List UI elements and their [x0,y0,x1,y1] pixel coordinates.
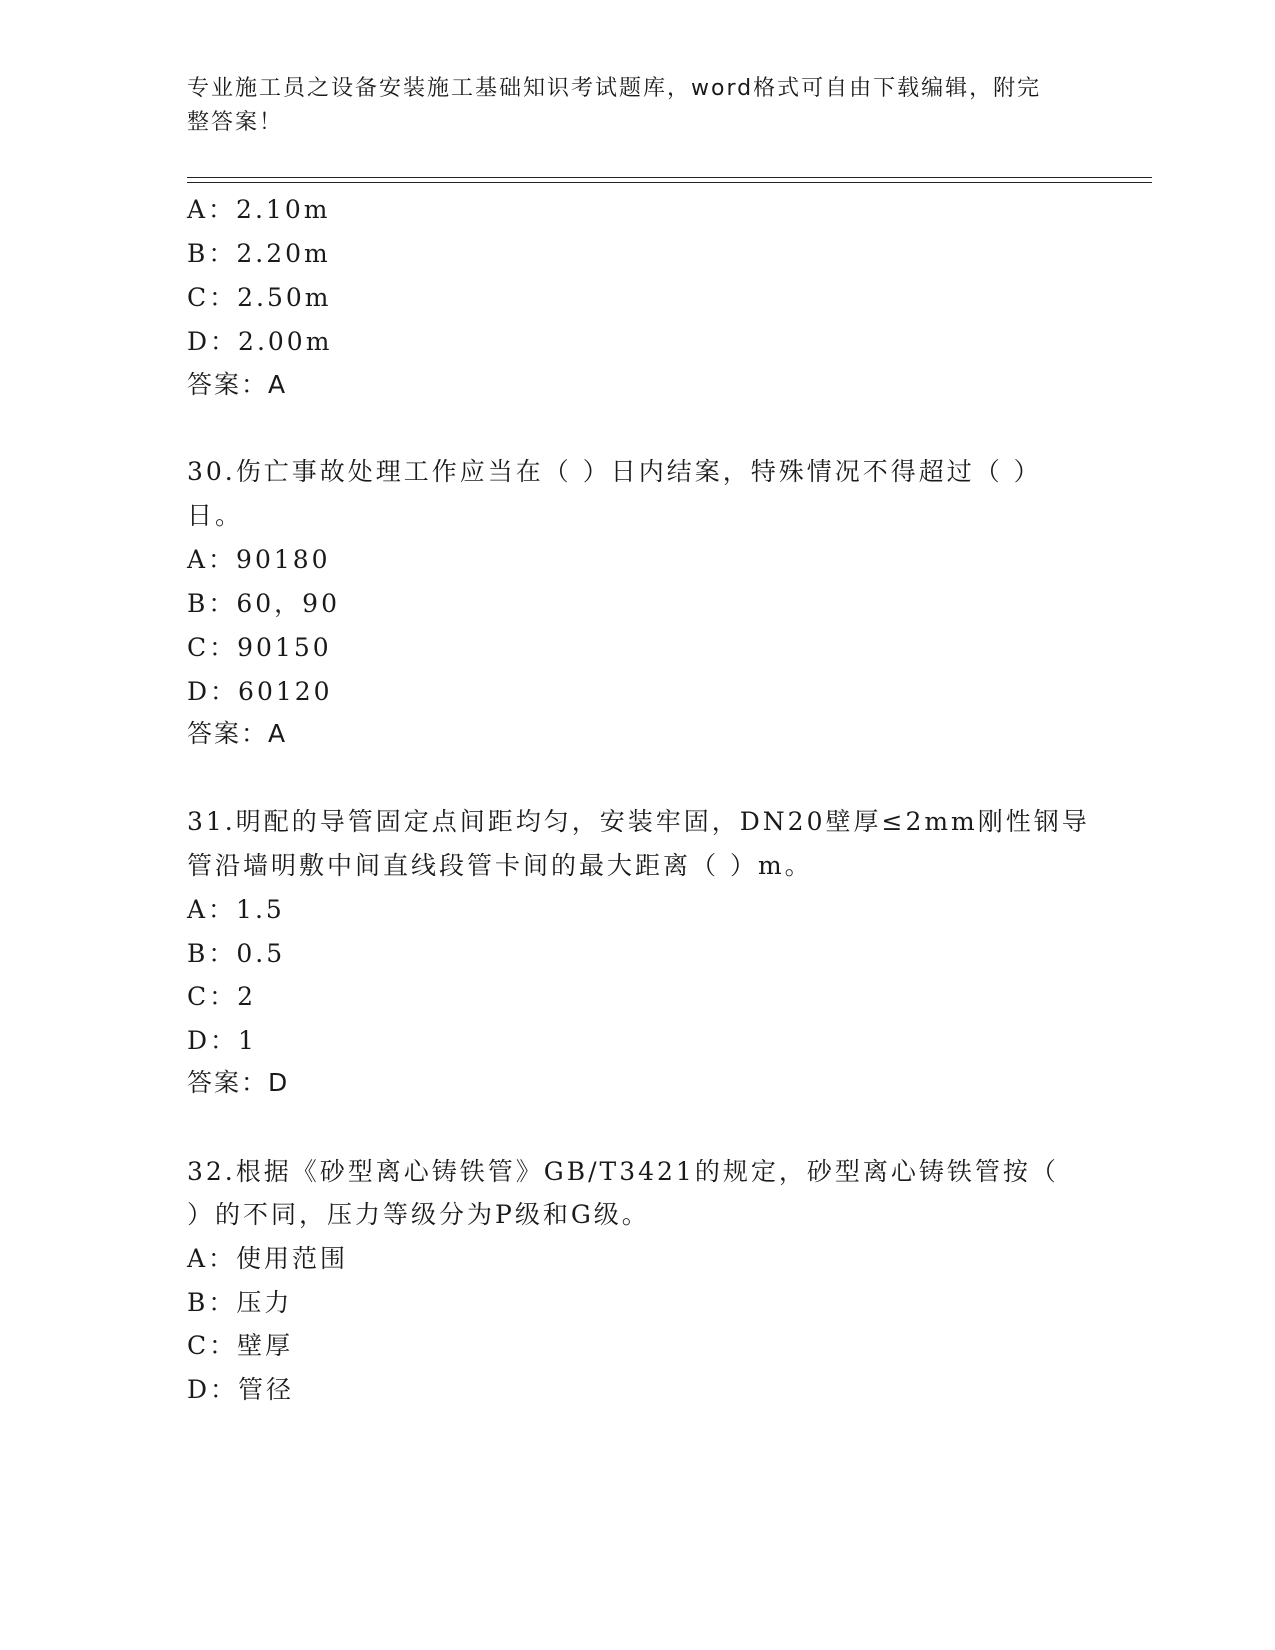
option-c: C：壁厚 [187,1331,294,1360]
option-c: C：2.50m [187,283,332,312]
option-a: A：2.10m [187,195,331,224]
option-d: D：2.00m [187,327,333,356]
header-rule-bottom [187,182,1152,183]
question-31-stem-line-2: 管沿墙明敷中间直线段管卡间的最大距离（ ）m。 [187,851,813,880]
answer: 答案：A [187,370,288,399]
option-a: A：90180 [187,545,331,574]
option-b: B：60，90 [187,589,340,618]
option-c: C：2 [187,982,257,1011]
question-30-stem-line-1: 30.伤亡事故处理工作应当在（ ）日内结案，特殊情况不得超过（ ） [187,457,1042,486]
option-d: D：管径 [187,1375,295,1404]
answer: 答案：A [187,719,288,748]
option-b: B：0.5 [187,939,286,968]
option-a: A：使用范围 [187,1244,349,1273]
header-rule-top [187,177,1152,178]
option-b: B：压力 [187,1288,293,1317]
option-c: C：90150 [187,633,332,662]
option-d: D：60120 [187,677,333,706]
document-header [187,72,1067,140]
question-31-stem-line-1: 31.明配的导管固定点间距均匀，安装牢固，DN20壁厚≤2mm刚性钢导 [187,807,1090,836]
question-32-stem-line-1: 32.根据《砂型离心铸铁管》GB/T3421的规定，砂型离心铸铁管按（ [187,1157,1059,1186]
answer: 答案：D [187,1068,290,1097]
header-title-line-1: 专业施工员之设备安装施工基础知识考试题库，word格式可自由下载编辑，附完 [187,76,1042,101]
question-32-stem-line-2: ）的不同，压力等级分为P级和G级。 [187,1200,650,1229]
option-b: B：2.20m [187,239,331,268]
option-a: A：1.5 [187,895,285,924]
header-title-line-2: 整答案！ [187,110,284,135]
option-d: D：1 [187,1026,257,1055]
question-30-stem-line-2: 日。 [187,501,244,530]
